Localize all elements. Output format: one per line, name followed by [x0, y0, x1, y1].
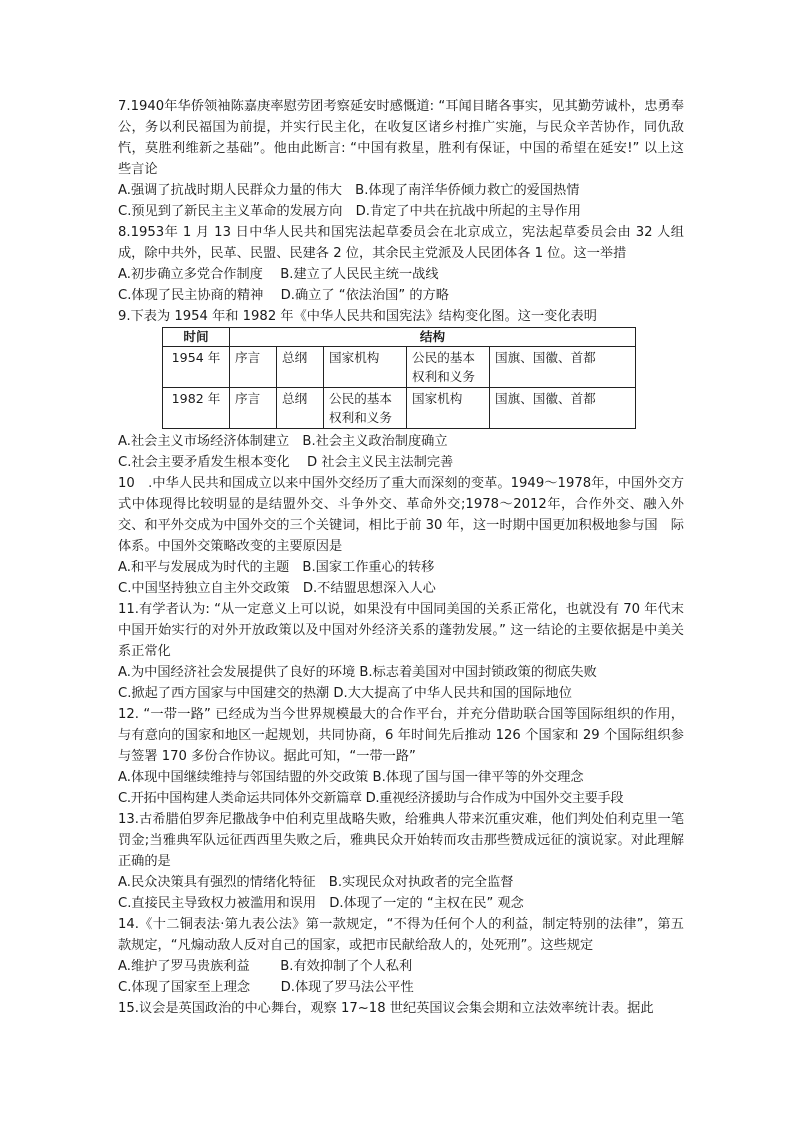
question-9-options-cd: C.社会主要矛盾发生根本变化 D 社会主义民主法制完善	[118, 455, 454, 470]
question-14-options-ab: A.维护了罗马贵族利益 B.有效抑制了个人私利	[118, 959, 413, 974]
question-11	[118, 599, 684, 704]
question-9-options-ab: A.社会主义市场经济体制建立 B.社会主义政治制度确立	[118, 434, 448, 449]
table-header-time: 时间	[163, 328, 230, 347]
question-7-options-cd: C.预见到了新民主主义革命的发展方向 D.肯定了中共在抗战中所起的主导作用	[118, 204, 581, 219]
question-8	[118, 222, 684, 306]
question-14-stem: 14.《十二铜表法·第九表公法》第一款规定，“不得为任何个人的利益，制定特别的法律”，第五款规定，“凡煽动敌人反对自己的国家，或把市民献给敌人的，处死刑”。这些规定	[118, 917, 684, 953]
table-cell-year: 1954 年	[163, 347, 230, 388]
table-cell: 序言	[230, 347, 277, 388]
question-12	[118, 704, 684, 809]
question-15-stem: 15.议会是英国政治的中心舞台，观察 17~18 世纪英国议会集会期和立法效率统计表。据此	[118, 1001, 654, 1016]
question-13-options-cd: C.直接民主导致权力被滥用和误用 D.体现了一定的 “主权在民” 观念	[118, 896, 524, 911]
question-12-options-cd: C.开拓中国构建人类命运共同体外交新篇章 D.重视经济援助与合作成为中国外交主要手段	[118, 791, 624, 806]
question-7-options-ab: A.强调了抗战时期人民群众力量的伟大 B.体现了南洋华侨倾力救亡的爱国热情	[118, 183, 580, 198]
table-cell: 公民的基本权利和义务	[324, 388, 407, 429]
table-cell: 公民的基本权利和义务	[407, 347, 490, 388]
question-8-options-ab: A.初步确立多党合作制度 B.建立了人民民主统一战线	[118, 267, 439, 282]
question-10-options-cd: C.中国坚持独立自主外交政策 D.不结盟思想深入人心	[118, 581, 436, 596]
table-header-structure: 结构	[230, 328, 636, 347]
question-11-options-cd: C.掀起了西方国家与中国建交的热潮 D.大大提高了中华人民共和国的国际地位	[118, 686, 572, 701]
question-10-options-ab: A.和平与发展成为时代的主题 B.国家工作重心的转移	[118, 560, 435, 575]
question-11-stem: 11.有学者认为: “从一定意义上可以说，如果没有中国同美国的关系正常化，也就没有 70 年代末中国开始实行的对外开放政策以及中国对外经济关系的蓬勃发展。” 这一结论的主要依据是中美关系正常化	[118, 602, 684, 659]
table-cell: 国家机构	[324, 347, 407, 388]
question-15	[118, 998, 684, 1019]
question-7-stem: 7.1940年华侨领袖陈嘉庚率慰劳团考察延安时感慨道: “耳闻目睹各事实，见其勤劳诚朴，忠勇奉公，务以利民福国为前提，并实行民主化，在收复区诸乡村推广实施，与民众辛苦协作，同仇敌忾，莫胜利维新之基础”。他由此断言: “中国有救星，胜利有保证，中国的希望在延安!” 以上这些言论	[118, 99, 684, 177]
question-13-stem: 13.古希腊伯罗奔尼撒战争中伯利克里战略失败，给雅典人带来沉重灾难，他们判处伯利克里一笔罚金;当雅典军队远征西西里失败之后，雅典民众开始转而攻击那些赞成远征的演说家。对此理解正确的是	[118, 812, 684, 869]
table-cell: 国旗、国徽、首都	[490, 347, 636, 388]
question-10	[118, 473, 698, 599]
question-12-options-ab: A.体现中国继续维持与邻国结盟的外交政策 B.体现了国与国一律平等的外交理念	[118, 770, 584, 785]
question-8-options-cd: C.体现了民主协商的精神 D.确立了 “依法治国” 的方略	[118, 288, 449, 303]
table-cell: 序言	[230, 388, 277, 429]
question-10-stem: 10 .中华人民共和国成立以来中国外交经历了重大而深刻的变革。1949～1978年，中国外交方 式中体现得比较明显的是结盟外交、斗争外交、革命外交;1978～2012年，合作外交、融入外 交、和平外交成为中国外交的三个关键词，相比于前 30 年，这一时期中国更加积极地参与国 际体系。中国外交策略改变的主要原因是	[118, 476, 698, 554]
question-9	[118, 306, 684, 473]
question-14-options-cd: C.体现了国家至上理念 D.体现了罗马法公平性	[118, 980, 414, 995]
table-cell-year: 1982 年	[163, 388, 230, 429]
table-cell: 国旗、国徽、首都	[490, 388, 636, 429]
question-7	[118, 96, 684, 222]
constitution-structure-table	[162, 327, 636, 429]
table-header-row	[163, 328, 636, 347]
question-8-stem: 8.1953年 1 月 13 日中华人民共和国宪法起草委员会在北京成立，宪法起草委员会由 32 人组成，除中共外，民革、民盟、民建各 2 位，其余民主党派及人民团体各 1 位。这一举措	[118, 225, 684, 261]
question-11-options-ab: A.为中国经济社会发展提供了良好的环境 B.标志着美国对中国封锁政策的彻底失败	[118, 665, 597, 680]
table-cell: 总纲	[277, 347, 324, 388]
question-9-stem: 9.下表为 1954 年和 1982 年《中华人民共和国宪法》结构变化图。这一变化表明	[118, 309, 597, 324]
question-14	[118, 914, 684, 998]
question-13	[118, 809, 684, 914]
table-row	[163, 388, 636, 429]
question-12-stem: 12. “一带一路” 已经成为当今世界规模最大的合作平台，并充分借助联合国等国际组织的作用，与有意向的国家和地区一起规划，共同协商，6 年时间先后推动 126 个国家和 29 个国际组织参与签署 170 多份合作协议。据此可知，“一带一路”	[118, 707, 684, 764]
table-cell: 国家机构	[407, 388, 490, 429]
question-13-options-ab: A.民众决策具有强烈的情绪化特征 B.实现民众对执政者的完全监督	[118, 875, 514, 890]
exam-page	[118, 96, 698, 1019]
table-cell: 总纲	[277, 388, 324, 429]
table-row	[163, 347, 636, 388]
